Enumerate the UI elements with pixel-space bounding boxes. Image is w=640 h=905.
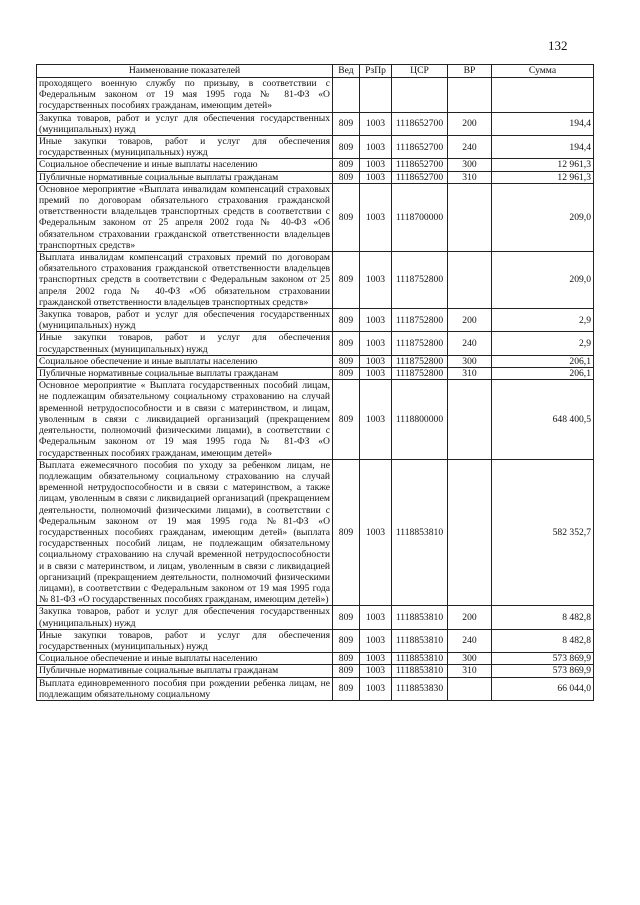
row-rzpr: 1003 (360, 653, 392, 665)
row-ved: 809 (333, 677, 360, 700)
row-sum: 66 044,0 (492, 677, 594, 700)
row-rzpr: 1003 (360, 368, 392, 380)
row-ved (333, 78, 360, 113)
table-row (37, 380, 594, 459)
row-sum: 206,1 (492, 368, 594, 380)
row-sum: 12 961,3 (492, 159, 594, 171)
row-vr: 300 (448, 159, 492, 171)
row-csr: 1118853810 (392, 459, 448, 606)
row-rzpr: 1003 (360, 606, 392, 629)
row-csr: 1118853810 (392, 665, 448, 677)
row-rzpr: 1003 (360, 309, 392, 332)
row-csr: 1118652700 (392, 171, 448, 183)
row-csr: 1118700000 (392, 183, 448, 251)
row-ved: 809 (333, 332, 360, 355)
row-sum: 8 482,8 (492, 606, 594, 629)
row-csr: 1118652700 (392, 112, 448, 135)
row-name: Иные закупки товаров, работ и услуг для обеспечения государственных (муниципальных) нужд (37, 332, 333, 355)
row-csr: 1118853810 (392, 606, 448, 629)
row-ved: 809 (333, 171, 360, 183)
row-csr: 1118853830 (392, 677, 448, 700)
row-ved: 809 (333, 665, 360, 677)
row-sum: 582 352,7 (492, 459, 594, 606)
row-vr (448, 183, 492, 251)
header-vr: ВР (448, 65, 492, 78)
row-name: Социальное обеспечение и иные выплаты населению (37, 653, 333, 665)
row-ved: 809 (333, 653, 360, 665)
header-csr: ЦСР (392, 65, 448, 78)
row-rzpr: 1003 (360, 380, 392, 459)
row-ved: 809 (333, 309, 360, 332)
row-csr: 1118652700 (392, 136, 448, 159)
row-vr (448, 380, 492, 459)
row-rzpr: 1003 (360, 677, 392, 700)
row-name: Основное мероприятие « Выплата государственных пособий лицам, не подлежащим обязательному социальному страхованию на случай временной нетрудоспособности и в связи с материнством, и лицам, уволенным в связи с ликвидацией организаций (прекращением деятельности, полномочий физическими лицами), в соответствии с Федеральным законом от 19 мая 1995 года № 81-ФЗ «О государственных пособиях гражданам, имеющим детей» (37, 380, 333, 459)
row-vr: 300 (448, 653, 492, 665)
row-name: Закупка товаров, работ и услуг для обеспечения государственных (муниципальных) нужд (37, 606, 333, 629)
row-name: проходящего военную службу по призыву, в соответствии с Федеральным законом от 19 мая 1995 года № 81-ФЗ «О государственных пособиях гражданам, имеющим детей» (37, 78, 333, 113)
row-vr: 310 (448, 368, 492, 380)
header-name: Наименование показателей (37, 65, 333, 78)
row-name: Иные закупки товаров, работ и услуг для обеспечения государственных (муниципальных) нужд (37, 136, 333, 159)
row-ved: 809 (333, 136, 360, 159)
row-rzpr: 1003 (360, 136, 392, 159)
row-name: Выплата единовременного пособия при рождении ребенка лицам, не подлежащим обязательному социальному (37, 677, 333, 700)
row-sum: 2,9 (492, 309, 594, 332)
table-row (37, 252, 594, 309)
header-ved: Вед (333, 65, 360, 78)
row-name: Выплата инвалидам компенсаций страховых премий по договорам обязательного страхования гражданской ответственности владельцев транспортных средств в соответствии с Федеральным законом от 25 апреля 2002 года № 40-ФЗ «Об обязательном страховании гражданской ответственности владельцев транспортных средств» (37, 252, 333, 309)
row-ved: 809 (333, 112, 360, 135)
table-row (37, 629, 594, 652)
row-rzpr: 1003 (360, 171, 392, 183)
row-rzpr: 1003 (360, 112, 392, 135)
row-name: Социальное обеспечение и иные выплаты населению (37, 355, 333, 367)
row-name: Закупка товаров, работ и услуг для обеспечения государственных (муниципальных) нужд (37, 112, 333, 135)
row-name: Основное мероприятие «Выплата инвалидам компенсаций страховых премий по договорам обязательного страхования гражданской ответственности владельцев транспортных средств в соответствии с Федеральным законом от 25 апреля 2002 года № 40-ФЗ «Об обязательном страховании гражданской ответственности владельцев транспортных средств» (37, 183, 333, 251)
table-row (37, 112, 594, 135)
page-number: 132 (548, 38, 568, 53)
row-name: Публичные нормативные социальные выплаты гражданам (37, 665, 333, 677)
row-sum: 648 400,5 (492, 380, 594, 459)
row-vr: 200 (448, 606, 492, 629)
row-rzpr (360, 78, 392, 113)
row-vr: 240 (448, 332, 492, 355)
row-csr: 1118752800 (392, 332, 448, 355)
row-rzpr: 1003 (360, 629, 392, 652)
row-ved: 809 (333, 355, 360, 367)
row-ved: 809 (333, 159, 360, 171)
table-row (37, 665, 594, 677)
row-ved: 809 (333, 183, 360, 251)
row-sum: 573 869,9 (492, 653, 594, 665)
row-rzpr: 1003 (360, 252, 392, 309)
row-sum: 194,4 (492, 112, 594, 135)
row-sum: 12 961,3 (492, 171, 594, 183)
row-ved: 809 (333, 252, 360, 309)
row-vr: 310 (448, 171, 492, 183)
row-ved: 809 (333, 380, 360, 459)
table-row (37, 459, 594, 606)
row-vr: 200 (448, 309, 492, 332)
table-row (37, 78, 594, 113)
row-vr: 200 (448, 112, 492, 135)
row-ved: 809 (333, 629, 360, 652)
row-rzpr: 1003 (360, 459, 392, 606)
row-vr: 310 (448, 665, 492, 677)
row-sum: 194,4 (492, 136, 594, 159)
row-sum: 206,1 (492, 355, 594, 367)
row-rzpr: 1003 (360, 159, 392, 171)
row-vr: 240 (448, 136, 492, 159)
row-name: Публичные нормативные социальные выплаты гражданам (37, 171, 333, 183)
row-sum: 209,0 (492, 183, 594, 251)
row-rzpr: 1003 (360, 355, 392, 367)
row-sum: 8 482,8 (492, 629, 594, 652)
table-row (37, 355, 594, 367)
row-vr (448, 459, 492, 606)
row-csr (392, 78, 448, 113)
row-name: Социальное обеспечение и иные выплаты населению (37, 159, 333, 171)
row-name: Публичные нормативные социальные выплаты гражданам (37, 368, 333, 380)
row-sum: 2,9 (492, 332, 594, 355)
row-ved: 809 (333, 368, 360, 380)
row-vr: 240 (448, 629, 492, 652)
table-row (37, 606, 594, 629)
budget-table (36, 64, 594, 701)
row-csr: 1118853810 (392, 629, 448, 652)
row-csr: 1118752800 (392, 355, 448, 367)
row-ved: 809 (333, 606, 360, 629)
row-rzpr: 1003 (360, 183, 392, 251)
row-csr: 1118652700 (392, 159, 448, 171)
row-vr (448, 677, 492, 700)
table-row (37, 309, 594, 332)
table-row (37, 136, 594, 159)
table-row (37, 368, 594, 380)
table-row (37, 677, 594, 700)
table-row (37, 653, 594, 665)
table-row (37, 332, 594, 355)
table-header-row (37, 65, 594, 78)
table-row (37, 171, 594, 183)
row-sum: 573 869,9 (492, 665, 594, 677)
row-name: Иные закупки товаров, работ и услуг для обеспечения государственных (муниципальных) нужд (37, 629, 333, 652)
row-csr: 1118752800 (392, 368, 448, 380)
row-csr: 1118752800 (392, 252, 448, 309)
row-name: Выплата ежемесячного пособия по уходу за ребенком лицам, не подлежащим обязательному социальному страхованию на случай временной нетрудоспособности и в связи с материнством, а также лицам, уволенным в связи с ликвидацией организаций (прекращением деятельности, полномочий физическими лицами), в соответствии с Федеральным законом от 19 мая 1995 года №81-ФЗ «О государственных пособиях гражданам, имеющим детей» (выплата государственных пособий лицам, не подлежащим обязательному социальному страхованию на случай временной нетрудоспособности и в связи с материнством, и лицам, уволенным в связи с ликвидацией организаций (прекращением деятельности, полномочий физическими лицами), в соответствии с Федеральным законом от 19 мая 1995 года № 81-ФЗ «О государственных пособиях гражданам, имеющим детей») (37, 459, 333, 606)
row-sum (492, 78, 594, 113)
row-rzpr: 1003 (360, 665, 392, 677)
row-rzpr: 1003 (360, 332, 392, 355)
row-ved: 809 (333, 459, 360, 606)
header-rzpr: РзПр (360, 65, 392, 78)
table-row (37, 159, 594, 171)
row-vr: 300 (448, 355, 492, 367)
row-vr (448, 78, 492, 113)
row-csr: 1118853810 (392, 653, 448, 665)
row-csr: 1118752800 (392, 309, 448, 332)
table-row (37, 183, 594, 251)
row-name: Закупка товаров, работ и услуг для обеспечения государственных (муниципальных) нужд (37, 309, 333, 332)
row-vr (448, 252, 492, 309)
row-csr: 1118800000 (392, 380, 448, 459)
row-sum: 209,0 (492, 252, 594, 309)
header-sum: Сумма (492, 65, 594, 78)
